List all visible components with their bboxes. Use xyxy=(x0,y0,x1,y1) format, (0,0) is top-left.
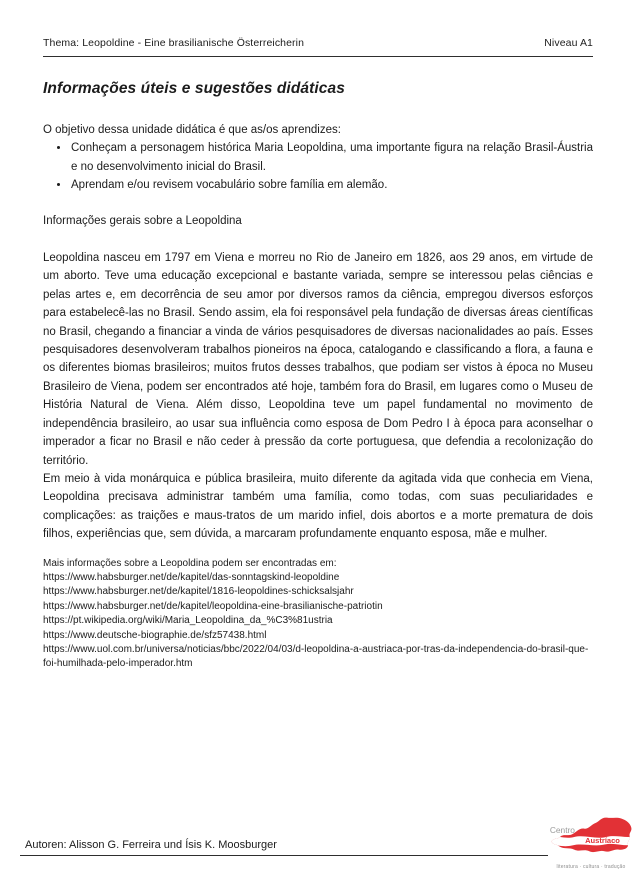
objective-bullet-item: • Aprendam e/ou revisem vocabulário sobre família em alemão. xyxy=(70,176,593,194)
header-niveau-label: Niveau A1 xyxy=(544,37,593,49)
logo-tagline: literatura · cultura · tradução xyxy=(556,864,626,870)
logo-text-austriaco: Austríaco xyxy=(585,835,620,845)
austria-map-icon xyxy=(549,816,633,858)
page-title: Informações úteis e sugestões didáticas xyxy=(43,80,345,97)
objective-intro: O objetivo dessa unidade didática é que as/os aprendizes: xyxy=(43,124,341,136)
link-uol-bbc-article[interactable]: https://www.uol.com.br/universa/noticias/bbc/2022/04/03/d-leopoldina-a-austriaca-por-tras-da-independencia-do-brasil-que-foi-humilhada-pelo-imperador.htm xyxy=(43,643,589,670)
link-wikipedia-maria-leopoldina[interactable]: https://pt.wikipedia.org/wiki/Maria_Leopoldina_da_%C3%81ustria xyxy=(43,615,333,627)
page-content xyxy=(43,0,593,672)
link-habsburger-sonntagskind[interactable]: https://www.habsburger.net/de/kapitel/das-sonntagskind-leopoldine xyxy=(43,571,340,583)
footer-divider xyxy=(20,855,548,856)
centro-austriaco-logo xyxy=(549,816,633,870)
link-habsburger-schicksalsjahr[interactable]: https://www.habsburger.net/de/kapitel/1816-leopoldines-schicksalsjahr xyxy=(43,586,354,598)
objective-bullet-list xyxy=(43,139,593,194)
biography-text xyxy=(43,249,593,544)
austria-map-shape xyxy=(549,818,632,853)
document-header xyxy=(43,0,593,57)
biography-paragraph-1: Leopoldina nasceu em 1797 em Viena e morreu no Rio de Janeiro em 1826, aos 29 anos, em virtude de um aborto. Teve uma educação excepcional e bastante variada, sempre se interessou pelas ciências e pelas artes e, em decorrência de seu amor por diversos ramos da ciência, empregou diversos esforços para estabelecê-las no Brasil. Sendo assim, ela foi responsável pela fundação de diversas áreas científicas no Brasil, chegando a financiar a vinda de vários pesquisadores de diversas nacionalidades ao país. Esses pesquisadores desenvolveram trabalhos pioneiros na época, catalogando e classificando a flora, a fauna e os diferentes biomas brasileiros; muitos frutos desses trabalhos, que podiam ser vistos à época no Museu Brasileiro de Viena, podem ser encontrados até hoje, também fora do Brasil, em lugares como o Museu de História Natural de Viena. Além disso, Leopoldina teve um papel fundamental no movimento de independência brasileiro, ao usar sua influência como esposa de Dom Pedro I à época para aconselhar o imperador a ficar no Brasil e não ceder à pressão da corte portuguesa, que defendia a recolonização do território. xyxy=(43,252,593,467)
logo-text-centro: Centro xyxy=(549,824,575,835)
links-intro: Mais informações sobre a Leopoldina podem ser encontradas em: xyxy=(43,557,337,569)
link-deutsche-biographie[interactable]: https://www.deutsche-biographie.de/sfz57438.html xyxy=(43,629,267,641)
header-thema-label: Thema: Leopoldine - Eine brasilianische Österreicherin xyxy=(43,37,305,49)
footer-authors: Autoren: Alisson G. Ferreira und Ísis K. Moosburger xyxy=(25,839,277,851)
biography-paragraph-2: Em meio à vida monárquica e pública brasileira, muito diferente da agitada vida que conhecia em Viena, Leopoldina precisava administrar também uma família, como todas, com suas peculiaridades e complicações: as traições e maus-tratos de um marido infiel, dois abortos e a morte prematura de dois filhos, experiências que, sem dúvida, a marcaram profundamente enquanto esposa, mãe e mulher. xyxy=(43,472,593,541)
section-heading: Informações gerais sobre a Leopoldina xyxy=(43,214,242,227)
links-section xyxy=(43,557,593,672)
link-habsburger-patriotin[interactable]: https://www.habsburger.net/de/kapitel/leopoldina-eine-brasilianische-patriotin xyxy=(43,600,383,612)
objective-bullet-item: • Conheçam a personagem histórica Maria Leopoldina, uma importante figura na relação Brasil-Áustria e no desenvolvimento inicial do Brasil. xyxy=(70,139,593,176)
